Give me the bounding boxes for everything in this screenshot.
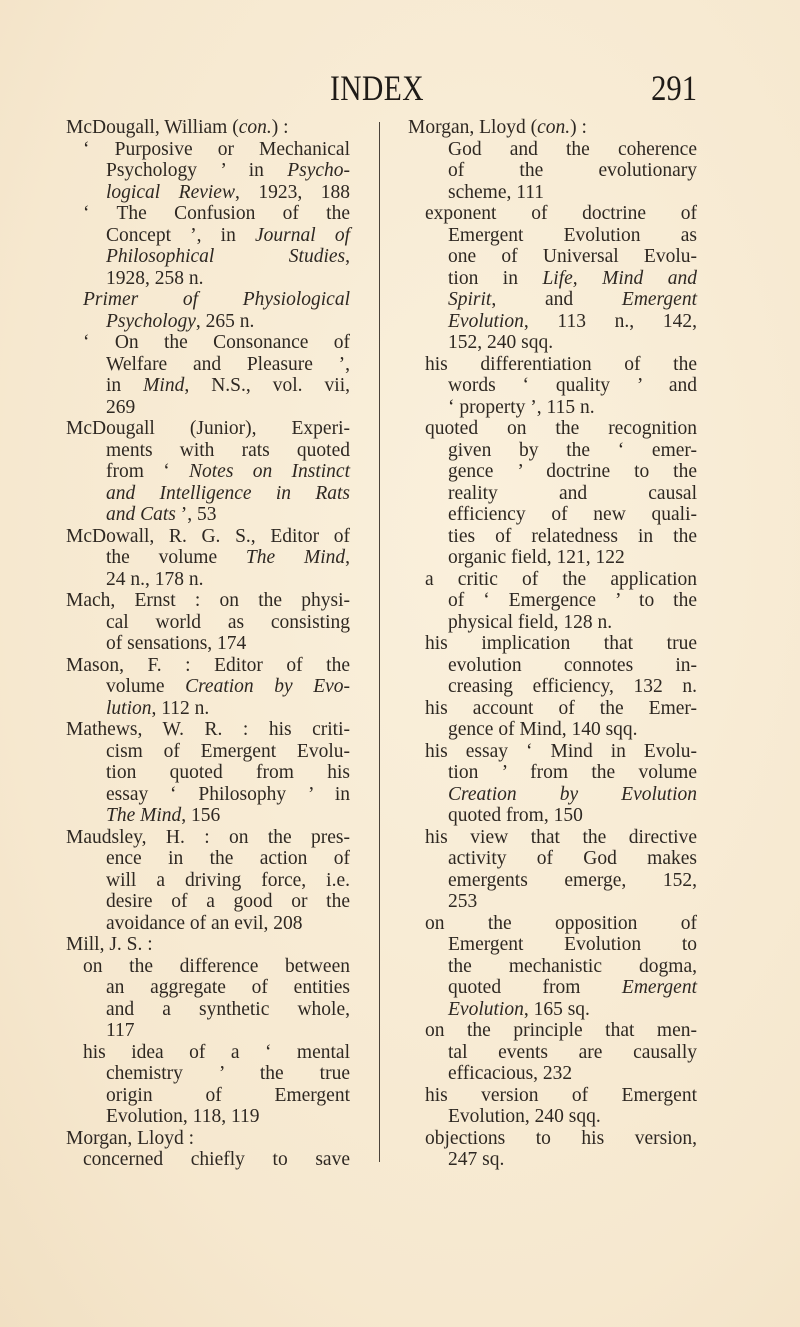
index-entry-line <box>408 977 697 999</box>
index-entry-line <box>66 225 350 247</box>
index-text: the volume <box>106 547 246 568</box>
index-entry-line <box>408 1149 697 1171</box>
page-title: INDEX <box>330 68 424 108</box>
index-text: , and <box>491 289 622 310</box>
index-entry-line <box>66 332 350 354</box>
index-text: , <box>345 246 350 267</box>
index-text: Morgan, Lloyd : <box>66 1127 195 1149</box>
index-text: gence of Mind, 140 sqq. <box>448 719 638 740</box>
index-text: on the opposition of <box>425 912 697 934</box>
index-text: his implication that true <box>425 633 697 654</box>
index-entry-line <box>66 999 350 1021</box>
index-entry-line <box>408 805 697 827</box>
index-text: McDougall (Junior), Experi- <box>66 418 350 439</box>
index-text: a critic of the application <box>425 568 697 590</box>
index-text: volume <box>106 676 186 697</box>
index-text: tal events are causally <box>448 1041 697 1063</box>
index-entry-line <box>408 1020 697 1042</box>
index-text: efficiency of new quali- <box>448 504 697 525</box>
italic-title-text: Emergent <box>621 977 697 998</box>
index-entry-line <box>408 1042 697 1064</box>
index-text: his view that the directive <box>425 826 697 848</box>
index-text: chemistry ’ the true <box>106 1063 350 1084</box>
index-entry-heading <box>66 655 350 677</box>
italic-title-text: Creation by Evo- <box>185 676 351 697</box>
index-entry-line <box>408 569 697 591</box>
index-text: 24 n., 178 n. <box>106 568 204 590</box>
index-text: Mach, Ernst : on the physi- <box>66 590 350 611</box>
index-entry-line <box>408 1106 697 1128</box>
index-entry-line <box>408 526 697 548</box>
index-entry-line <box>66 676 350 698</box>
italic-title-text: Philosophical Studies <box>106 246 346 267</box>
index-text: tion ’ from the volume <box>448 762 697 783</box>
index-entry-heading <box>66 117 350 139</box>
italic-title-text: Life, Mind and <box>542 267 697 289</box>
index-text: origin of Emergent <box>106 1084 350 1106</box>
index-entry-line <box>66 289 350 311</box>
index-text: quoted on the recognition <box>425 418 697 439</box>
index-entry-line <box>408 289 697 311</box>
index-entry-line <box>66 977 350 999</box>
index-text: one of Universal Evolu- <box>448 246 697 267</box>
index-entry-line <box>408 719 697 741</box>
italic-title-text: con. <box>537 117 571 138</box>
index-text: words ‘ quality ’ and <box>448 375 697 396</box>
index-entry-line <box>66 891 350 913</box>
index-entry-line <box>408 590 697 612</box>
index-entry-line <box>408 934 697 956</box>
index-entry-line <box>408 332 697 354</box>
index-entry-line <box>408 1063 697 1085</box>
index-text: his essay ‘ Mind in Evolu- <box>425 740 697 762</box>
index-entry-line <box>408 440 697 462</box>
index-text: his account of the Emer- <box>425 697 697 719</box>
index-entry-line <box>408 1128 697 1150</box>
index-text: Mill, J. S. : <box>66 934 153 955</box>
italic-title-text: The Mind <box>245 547 346 568</box>
index-text: Psychology ’ in <box>106 160 288 181</box>
index-text: Mathews, W. R. : his criti- <box>66 719 350 740</box>
index-text: on the principle that men- <box>425 1020 697 1041</box>
index-entry-line <box>66 311 350 333</box>
index-text: gence ’ doctrine to the <box>448 461 697 482</box>
italic-title-text: Notes on Instinct <box>189 461 350 482</box>
index-entry-line <box>66 1063 350 1085</box>
index-text: given by the ‘ emer- <box>448 439 697 461</box>
index-entry-line <box>66 762 350 784</box>
index-entry-line <box>408 483 697 505</box>
index-entry-line <box>408 461 697 483</box>
index-text: , 112 n. <box>151 697 210 719</box>
index-entry-line <box>66 913 350 935</box>
index-text: Maudsley, H. : on the pres- <box>66 826 350 848</box>
index-entry-line <box>408 203 697 225</box>
index-text: quoted from <box>448 977 622 998</box>
index-text: ments with rats quoted <box>106 439 350 461</box>
index-text: an aggregate of entities <box>106 977 350 998</box>
italic-title-text: Primer of Physiological <box>83 289 350 310</box>
index-entry-line <box>66 1085 350 1107</box>
index-text: ) : <box>271 117 289 138</box>
index-text: essay ‘ Philosophy ’ in <box>106 783 350 805</box>
index-text: desire of a good or the <box>106 891 350 912</box>
index-entry-line <box>66 1020 350 1042</box>
index-entry-line <box>66 139 350 161</box>
index-entry-line <box>66 1042 350 1064</box>
index-entry-line <box>408 848 697 870</box>
index-text: Concept ’, in <box>106 224 255 246</box>
index-text: activity of God makes <box>448 848 697 869</box>
index-text: the mechanistic dogma, <box>448 955 697 977</box>
index-entry-line <box>66 741 350 763</box>
index-text: on the difference between <box>83 955 350 977</box>
index-entry-line <box>408 633 697 655</box>
index-entry-heading <box>66 526 350 548</box>
column-divider <box>379 122 380 1162</box>
index-text: ties of relatedness in the <box>448 525 697 547</box>
index-text: Evolution, 118, 119 <box>106 1106 260 1127</box>
index-entry-heading <box>66 1128 350 1150</box>
index-entry-line <box>66 1106 350 1128</box>
index-text: will a driving force, i.e. <box>106 869 350 891</box>
index-entry-heading <box>408 117 697 139</box>
index-text: his version of Emergent <box>425 1084 697 1106</box>
index-text: 253 <box>448 891 478 912</box>
index-entry-line <box>408 762 697 784</box>
index-entry-line <box>66 956 350 978</box>
index-text: , 113 n., 142, <box>523 310 697 332</box>
index-text: 152, 240 sqq. <box>448 332 554 353</box>
index-text: ‘ On the Consonance of <box>83 332 350 353</box>
index-entry-line <box>66 268 350 290</box>
italic-title-text: logical Review <box>106 181 235 203</box>
index-text: tion quoted from his <box>106 762 350 783</box>
index-entry-line <box>408 741 697 763</box>
index-entry-line <box>66 569 350 591</box>
index-entry-line <box>66 182 350 204</box>
index-text: , 265 n. <box>195 310 255 332</box>
index-entry-line <box>408 827 697 849</box>
index-entry-line <box>408 1085 697 1107</box>
index-text: his differentiation of the <box>425 353 697 375</box>
index-text: physical field, 128 n. <box>448 611 613 633</box>
index-entry-line <box>66 1149 350 1171</box>
index-text: and a synthetic whole, <box>106 998 350 1020</box>
index-text: reality and causal <box>448 482 697 504</box>
index-text: tion in <box>448 267 543 289</box>
index-text: Evolution, 240 sqq. <box>448 1106 601 1127</box>
index-text: , 156 <box>181 805 221 826</box>
index-text: ‘ Purposive or Mechanical <box>83 138 350 160</box>
index-entry-line <box>66 612 350 634</box>
index-text: McDougall, William ( <box>66 117 239 138</box>
index-text: in <box>106 375 144 396</box>
index-entry-line <box>408 182 697 204</box>
index-entry-line <box>408 784 697 806</box>
index-entry-line <box>408 225 697 247</box>
index-entry-line <box>408 311 697 333</box>
italic-title-text: Mind <box>143 375 185 396</box>
index-entry-line <box>66 246 350 268</box>
index-column-left <box>66 117 350 1171</box>
index-text: ‘ The Confusion of the <box>83 203 350 224</box>
italic-title-text: Creation by Evolution <box>448 783 697 805</box>
italic-title-text: Psycho- <box>287 160 350 181</box>
index-text: efficacious, 232 <box>448 1063 573 1084</box>
index-text: 269 <box>106 396 136 418</box>
index-text: God and the coherence <box>448 138 697 160</box>
index-entry-line <box>408 504 697 526</box>
index-text: creasing efficiency, 132 n. <box>448 676 697 697</box>
index-entry-line <box>408 268 697 290</box>
index-entry-line <box>408 999 697 1021</box>
index-text: Morgan, Lloyd ( <box>408 117 538 138</box>
index-text: , N.S., vol. vii, <box>184 375 351 396</box>
index-entry-line <box>66 698 350 720</box>
index-text: 1928, 258 n. <box>106 267 204 289</box>
index-entry-line <box>408 354 697 376</box>
italic-title-text: Psychology <box>106 310 196 332</box>
page-number: 291 <box>651 68 697 108</box>
italic-title-text: Journal of <box>255 224 350 246</box>
italic-title-text: and Cats <box>106 504 176 525</box>
index-entry-heading <box>66 590 350 612</box>
italic-title-text: con. <box>238 117 272 138</box>
index-text: 117 <box>106 1020 135 1041</box>
index-text: Emergent Evolution as <box>448 224 697 246</box>
index-entry-line <box>66 375 350 397</box>
index-entry-heading <box>66 827 350 849</box>
index-text: objections to his version, <box>425 1127 697 1149</box>
index-entry-line <box>408 913 697 935</box>
index-text: Emergent Evolution to <box>448 934 697 955</box>
index-text: , 1923, 188 <box>234 181 351 203</box>
index-entry-line <box>66 203 350 225</box>
index-entry-line <box>66 397 350 419</box>
index-entry-line <box>408 655 697 677</box>
index-text: quoted from, 150 <box>448 805 583 826</box>
index-entry-heading <box>66 934 350 956</box>
index-text: avoidance of an evil, 208 <box>106 912 303 934</box>
index-text: Mason, F. : Editor of the <box>66 654 350 676</box>
index-text: cal world as consisting <box>106 611 350 633</box>
index-entry-line <box>408 375 697 397</box>
italic-title-text: lution <box>106 697 152 719</box>
index-text: 247 sq. <box>448 1149 505 1170</box>
italic-title-text: Emergent <box>621 289 697 310</box>
index-text: ‘ property ’, 115 n. <box>448 396 595 418</box>
index-text: exponent of doctrine of <box>425 203 697 224</box>
index-entry-heading <box>66 418 350 440</box>
index-entry-line <box>66 461 350 483</box>
index-text: Welfare and Pleasure ’, <box>106 353 350 375</box>
italic-title-text: Spirit <box>448 289 492 310</box>
index-entry-line <box>408 547 697 569</box>
index-text: emergents emerge, 152, <box>448 869 697 891</box>
index-entry-line <box>408 139 697 161</box>
italic-title-text: Evolution <box>448 310 524 332</box>
italic-title-text: The Mind <box>106 805 182 826</box>
index-column-right <box>408 117 697 1171</box>
index-entry-line <box>66 848 350 870</box>
index-entry-line <box>408 418 697 440</box>
index-entry-line <box>66 504 350 526</box>
index-entry-line <box>408 160 697 182</box>
index-entry-line <box>408 956 697 978</box>
index-text: scheme, 111 <box>448 181 545 203</box>
index-entry-line <box>66 483 350 505</box>
index-text: organic field, 121, 122 <box>448 547 625 568</box>
index-entry-line <box>408 676 697 698</box>
index-entry-line <box>66 440 350 462</box>
index-entry-heading <box>66 719 350 741</box>
index-text: ence in the action of <box>106 848 350 869</box>
index-text: of sensations, 174 <box>106 633 247 654</box>
italic-title-text: and Intelligence in Rats <box>106 482 350 504</box>
index-entry-line <box>66 354 350 376</box>
running-head <box>0 66 800 110</box>
index-text: cism of Emergent Evolu- <box>106 740 350 762</box>
index-entry-line <box>408 870 697 892</box>
index-text: his idea of a ‘ mental <box>83 1041 350 1063</box>
index-entry-line <box>66 547 350 569</box>
index-entry-line <box>408 612 697 634</box>
index-text: of the evolutionary <box>448 160 697 181</box>
index-entry-line <box>408 397 697 419</box>
index-text: ’, 53 <box>175 504 217 525</box>
index-entry-line <box>408 891 697 913</box>
index-text: , <box>345 547 350 568</box>
index-text: concerned chiefly to save <box>83 1149 350 1170</box>
index-text: McDowall, R. G. S., Editor of <box>66 525 350 547</box>
index-text: of ‘ Emergence ’ to the <box>448 590 697 611</box>
index-entry-line <box>66 633 350 655</box>
index-text: from ‘ <box>106 461 189 482</box>
index-entry-line <box>408 246 697 268</box>
index-entry-line <box>408 698 697 720</box>
index-entry-line <box>66 870 350 892</box>
index-entry-line <box>66 784 350 806</box>
italic-title-text: Evolution <box>448 998 524 1020</box>
index-text: ) : <box>570 117 587 138</box>
index-text: , 165 sq. <box>523 998 590 1020</box>
index-text: evolution connotes in- <box>448 654 697 676</box>
index-entry-line <box>66 805 350 827</box>
index-entry-line <box>66 160 350 182</box>
